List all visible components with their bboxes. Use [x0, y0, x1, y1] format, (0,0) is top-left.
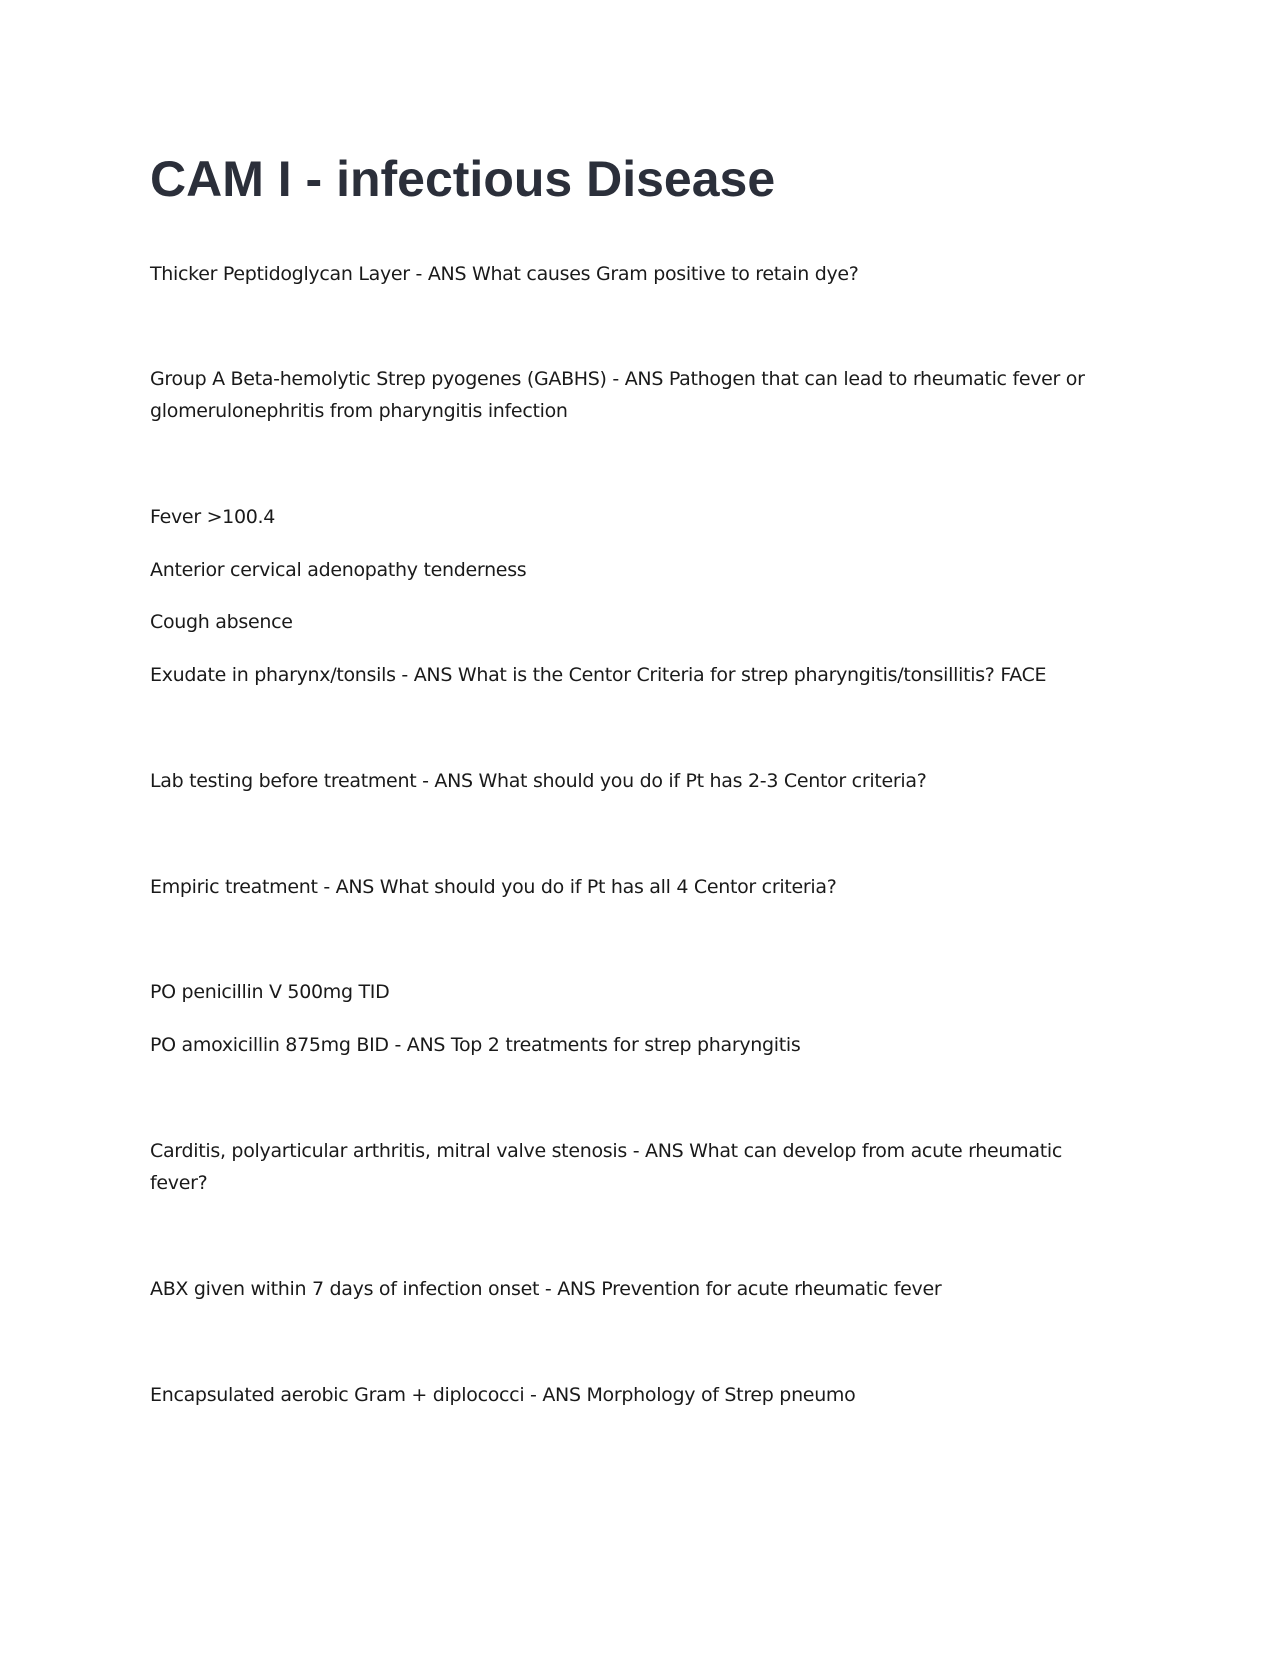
- flashcard-line: Cough absence: [150, 611, 293, 633]
- flashcard-line: Exudate in pharynx/tonsils - ANS What is the Centor Criteria for strep pharyngitis/tonsillitis? FACE: [150, 664, 1047, 686]
- flashcard-line: PO penicillin V 500mg TID: [150, 981, 390, 1003]
- flashcard-line: Group A Beta-hemolytic Strep pyogenes (GABHS) - ANS Pathogen that can lead to rheumatic fever or glomerulonephritis from pharyngitis infection: [150, 368, 1085, 422]
- flashcard-line: Fever >100.4: [150, 506, 276, 528]
- flashcard-line: PO amoxicillin 875mg BID - ANS Top 2 treatments for strep pharyngitis: [150, 1034, 801, 1056]
- flashcard-line: Carditis, polyarticular arthritis, mitral valve stenosis - ANS What can develop from acute rheumatic fever?: [150, 1140, 1062, 1194]
- flashcard-line: Lab testing before treatment - ANS What should you do if Pt has 2-3 Centor criteria?: [150, 770, 927, 792]
- flashcard-line: Anterior cervical adenopathy tenderness: [150, 559, 527, 581]
- flashcard-line: Thicker Peptidoglycan Layer - ANS What causes Gram positive to retain dye?: [150, 263, 859, 285]
- flashcard-line: ABX given within 7 days of infection onset - ANS Prevention for acute rheumatic fever: [150, 1278, 942, 1300]
- document-title: CAM I - infectious Disease: [150, 151, 776, 207]
- flashcard-line: Encapsulated aerobic Gram + diplococci - ANS Morphology of Strep pneumo: [150, 1384, 856, 1406]
- flashcard-line: Empiric treatment - ANS What should you do if Pt has all 4 Centor criteria?: [150, 876, 837, 898]
